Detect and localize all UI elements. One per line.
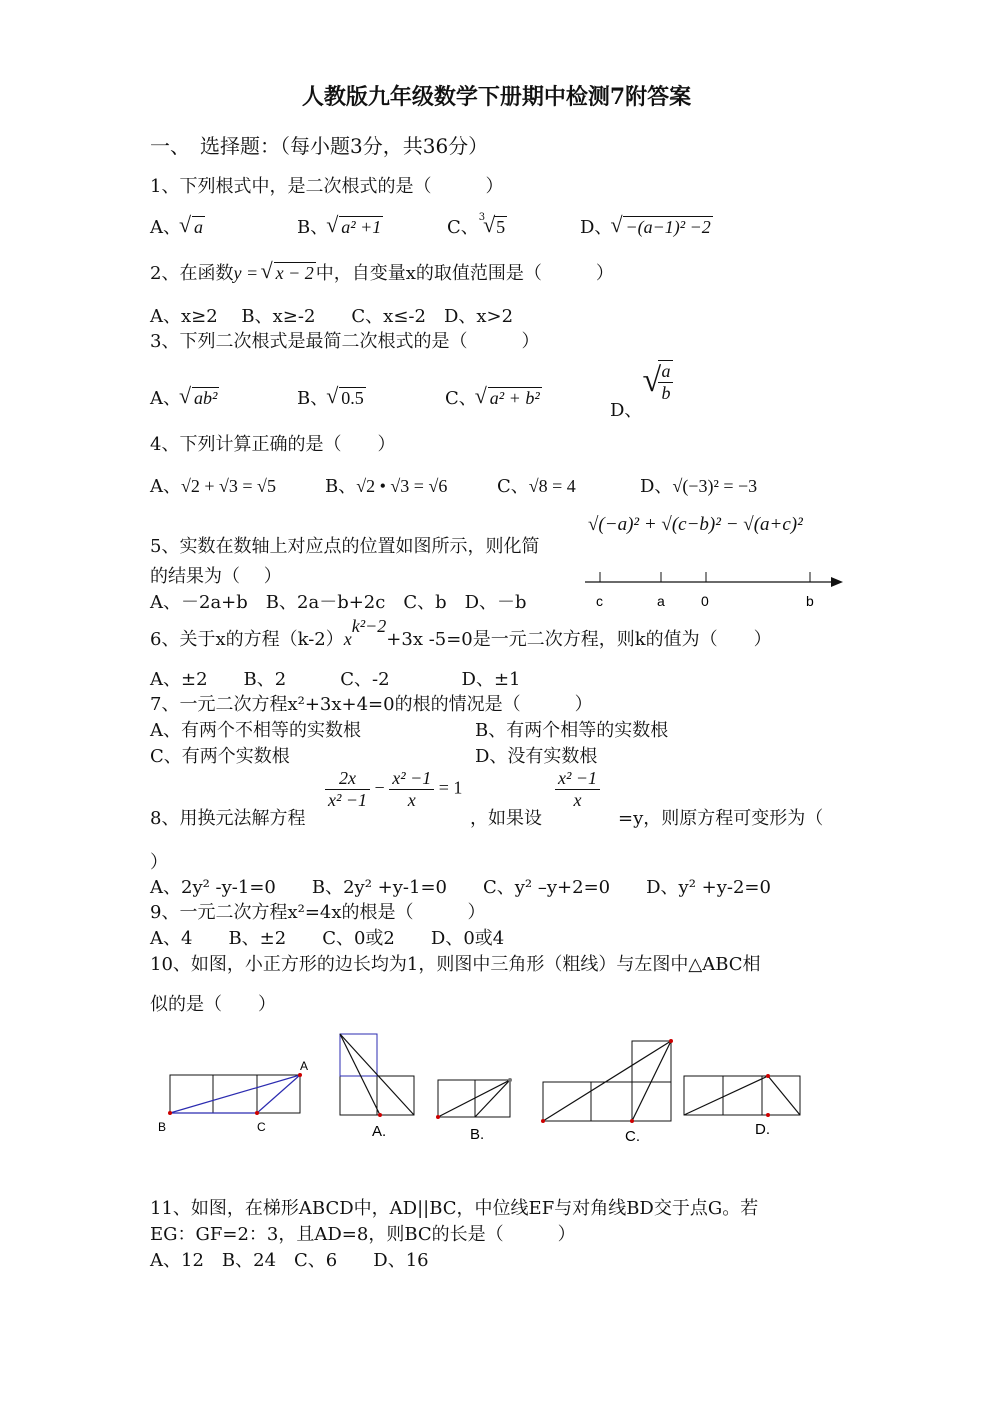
q9-stem: 9、一元二次方程x²=4x的根是（ ）	[150, 902, 486, 923]
q7-option-c: C、有两个实数根	[150, 746, 290, 767]
section-heading: 一、 选择题：（每小题3分，共36分）	[150, 134, 489, 158]
option-d-line2	[768, 1076, 800, 1115]
label-a: a	[657, 593, 665, 609]
q5-line2: 的结果为（ ）	[150, 566, 282, 587]
q4-option-c: C、√8 = 4	[497, 476, 576, 497]
number-line-figure	[585, 565, 847, 615]
q1-option-c: C、$^3$√ 5	[447, 213, 507, 239]
q5-stem: 5、实数在数轴上对应点的位置如图所示，则化简	[150, 536, 540, 557]
q10-line2: 似的是（ ）	[150, 994, 276, 1015]
q3-option-a: A、√ ab²	[150, 384, 219, 410]
q4-option-d: D、√(−3)² = −3	[640, 476, 758, 497]
arrow-right-icon	[831, 577, 843, 587]
q8-pre: 8、用换元法解方程	[150, 808, 306, 829]
option-b-line2	[475, 1080, 510, 1117]
q3-option-b: B、√ 0.5	[297, 384, 366, 410]
q10-line1: 10、如图，小正方形的边长均为1，则图中三角形（粗线）与左图中△ABC相	[150, 954, 761, 975]
point-a	[298, 1073, 302, 1077]
label-b: b	[806, 593, 814, 609]
label-c: c	[596, 593, 603, 609]
page-title: 人教版九年级数学下册期中检测7附答案	[301, 84, 692, 110]
q8-post: =y，则原方程可变形为（	[618, 808, 824, 829]
option-b-point1	[436, 1115, 440, 1119]
q5-options: A、－2a+b B、2a－b+2c C、b D、－b	[150, 592, 527, 613]
similar-triangles-figure	[150, 1028, 830, 1148]
label-point-a: A	[300, 1059, 309, 1073]
option-b-line1	[438, 1080, 510, 1117]
q8-options: A、2y² -y-1=0 B、2y² +y-1=0 C、y² –y+2=0 D、y² +y-2=0	[150, 877, 771, 898]
q8-substitution: $\frac{\text{x² −1}}{x}$	[555, 768, 600, 811]
option-b-point2	[508, 1078, 512, 1082]
point-c	[255, 1111, 259, 1115]
q5-expression: √(−a)² + √(c−b)² − √(a+c)²	[588, 514, 803, 535]
q4-stem: 4、下列计算正确的是（ ）	[150, 434, 396, 455]
label-zero: 0	[701, 593, 709, 609]
q7-option-d: D、没有实数根	[475, 746, 598, 767]
option-a-label: A.	[372, 1123, 387, 1140]
q1-option-d: D、√ −(a−1)² −2	[580, 213, 713, 239]
q6-stem: 6、关于x的方程$(k-2)x^{k^2-2}+3x$ -5=0是一元二次方程，则k的值为（ ）	[150, 616, 772, 650]
q2-stem: 2、在函数y = √ x − 2 中，自变量x的取值范围是（ ）	[150, 259, 614, 285]
q1-option-a: A、√ a	[150, 213, 205, 239]
q8-equation: $\frac{2x}{\text{x² −1}}$ − $\frac{\text{x² −1}}{x}$ = 1	[325, 768, 462, 811]
option-c-point2	[630, 1119, 634, 1123]
point-b	[168, 1111, 172, 1115]
q11-options: A、12 B、24 C、6 D、16	[150, 1250, 429, 1271]
q2-options: A、x≥2 B、x≥-2 C、x≤-2 D、x>2	[150, 306, 514, 327]
option-a-line1	[340, 1034, 380, 1115]
option-d-line1	[684, 1076, 768, 1115]
option-d-label: D.	[755, 1121, 770, 1138]
q3-stem: 3、下列二次根式是最简二次根式的是（ ）	[150, 331, 540, 352]
triangle-side-ba	[170, 1075, 300, 1113]
q7-option-b: B、有两个相等的实数根	[475, 720, 669, 741]
q8-mid: ，如果设	[470, 808, 542, 829]
q1-option-b: B、√ a² +1	[297, 213, 383, 239]
option-b-label: B.	[470, 1126, 485, 1143]
option-c-point1	[541, 1119, 545, 1123]
q1-stem: 1、下列根式中，是二次根式的是（ ）	[150, 176, 504, 197]
q7-option-a: A、有两个不相等的实数根	[150, 720, 361, 741]
option-d-point2	[766, 1113, 770, 1117]
q3-option-c: C、√ a² + b²	[445, 384, 542, 410]
option-d-point1	[766, 1074, 770, 1078]
q7-stem: 7、一元二次方程x²+3x+4=0的根的情况是（ ）	[150, 694, 593, 715]
label-point-b: B	[158, 1120, 167, 1134]
q4-option-a: A、√2 + √3 = √5	[150, 476, 276, 497]
q11-line1: 11、如图，在梯形ABCD中，AD||BC，中位线EF与对角线BD交于点G。若	[150, 1198, 759, 1219]
q3-option-d: D、 √ $\frac{a}{b}$	[610, 360, 673, 404]
label-point-c: C	[257, 1120, 266, 1134]
q11-line2: EG：GF=2：3，且AD=8，则BC的长是（ ）	[150, 1224, 576, 1245]
option-c-point3	[669, 1039, 673, 1043]
q8-close: ）	[150, 852, 168, 873]
option-a-point	[378, 1113, 382, 1117]
grid-option-d	[684, 1076, 800, 1115]
q4-option-b: B、√2 • √3 = √6	[325, 476, 448, 497]
q6-options: A、±2 B、2 C、-2 D、±1	[150, 669, 521, 690]
q9-options: A、4 B、±2 C、0或2 D、0或4	[150, 928, 505, 949]
option-c-label: C.	[625, 1128, 640, 1145]
